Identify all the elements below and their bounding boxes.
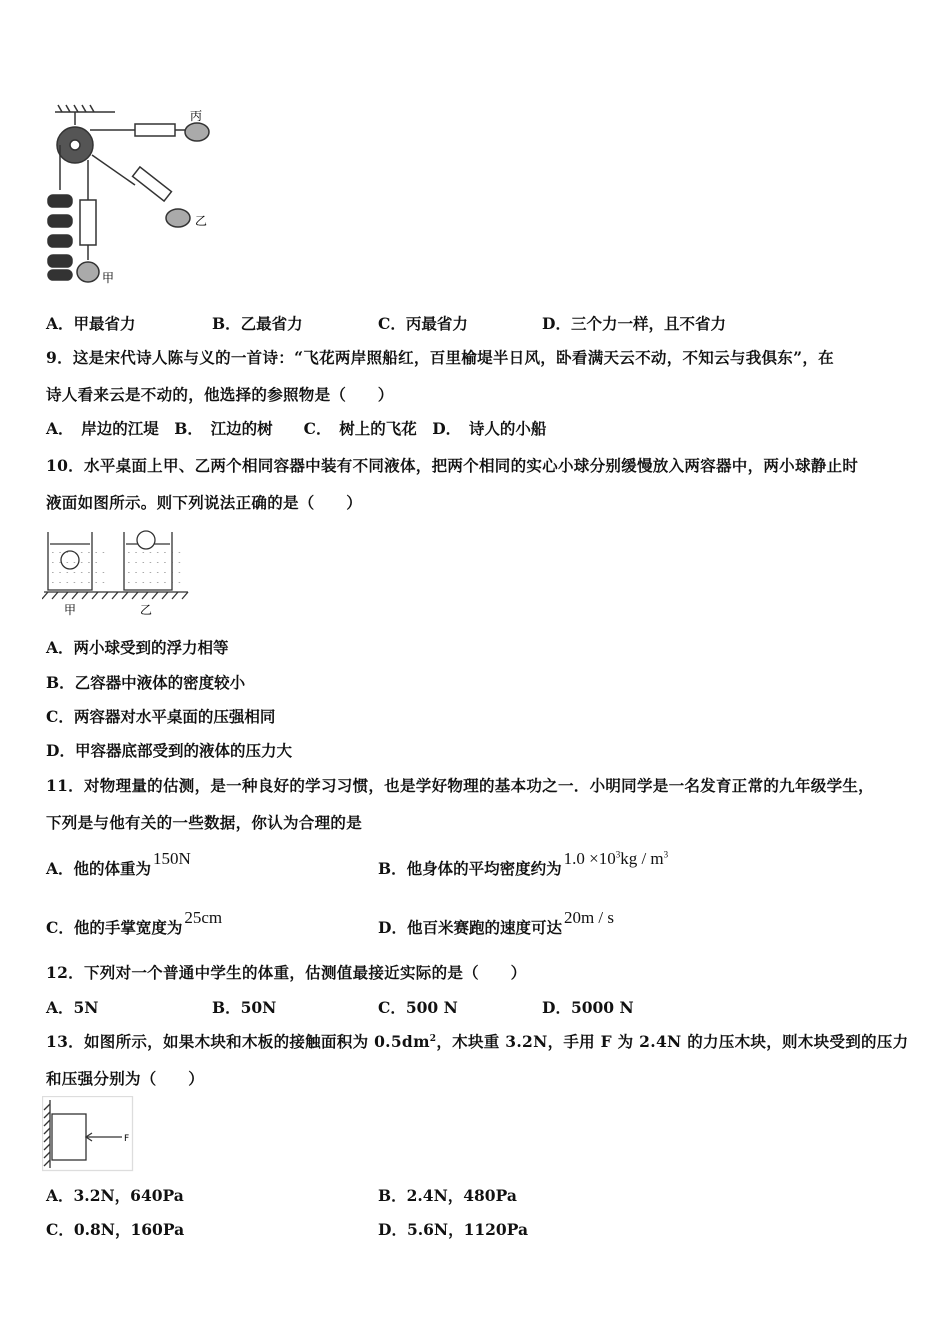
q11-stem-line1: 11．对物理量的估测，是一种良好的学习习惯，也是学好物理的基本功之一．小明同学是一名发育正常的九年级学生， bbox=[46, 776, 874, 795]
q11-option-c-text: C．他的手掌宽度为 bbox=[46, 918, 183, 937]
svg-text:- - - - - - - -: - - - - - - - - bbox=[127, 569, 182, 576]
svg-text:- - - - - - - -: - - - - - - - - bbox=[127, 549, 182, 556]
svg-text:- - - - - - - -: - - - - - - - - bbox=[127, 579, 182, 586]
q12-option-b[interactable]: B．50N bbox=[212, 998, 277, 1017]
q13-stem-line1 bbox=[46, 1030, 908, 1052]
label-bing: 丙 bbox=[190, 109, 203, 123]
q8-option-b[interactable]: B．乙最省力 bbox=[212, 314, 303, 333]
q11-option-a-math: 150N bbox=[153, 849, 191, 868]
label-yi: 乙 bbox=[140, 603, 153, 617]
q13-option-a[interactable]: A．3.2N，640Pa bbox=[46, 1186, 184, 1205]
q12-option-d[interactable]: D．5000 N bbox=[542, 998, 634, 1017]
q10-stem-line2: 液面如图所示。则下列说法正确的是（ ） bbox=[46, 493, 363, 512]
pulley-figure bbox=[40, 100, 220, 295]
block-wall-figure bbox=[42, 1096, 134, 1172]
q10-option-c[interactable]: C．两容器对水平桌面的压强相同 bbox=[46, 707, 276, 726]
q11-option-b-exp: 3 bbox=[615, 849, 621, 860]
q12-option-a[interactable]: A．5N bbox=[46, 998, 99, 1017]
svg-text:- - - - - - -: - - - - - - - bbox=[51, 559, 98, 566]
label-yi: 乙 bbox=[195, 214, 208, 228]
svg-text:- - - - - - - -: - - - - - - - - bbox=[127, 559, 182, 566]
q11-option-b-text: B．他身体的平均密度约为 bbox=[378, 859, 562, 878]
q12-stem: 12．下列对一个普通中学生的体重，估测值最接近实际的是（ ） bbox=[46, 963, 527, 982]
q11-option-b-math-b: kg / m bbox=[620, 849, 664, 868]
q11-option-d[interactable] bbox=[378, 908, 615, 938]
label-jia: 甲 bbox=[102, 271, 115, 285]
q11-option-b-exp2: 3 bbox=[663, 849, 669, 860]
q10-option-b[interactable]: B．乙容器中液体的密度较小 bbox=[46, 673, 246, 692]
q10-option-d[interactable]: D．甲容器底部受到的液体的压力大 bbox=[46, 741, 292, 760]
q11-option-b-math-a: 1.0 ×10 bbox=[563, 849, 616, 868]
q13-option-c[interactable]: C．0.8N，160Pa bbox=[46, 1220, 185, 1239]
q10-stem-line1: 10．水平桌面上甲、乙两个相同容器中装有不同液体，把两个相同的实心小球分别缓慢放入两容器中，两小球静止时 bbox=[46, 456, 859, 475]
q11-option-b[interactable] bbox=[378, 849, 669, 879]
svg-text:- - - - - - - -: - - - - - - - - bbox=[51, 549, 106, 556]
q12-option-c[interactable]: C．500 N bbox=[378, 998, 458, 1017]
label-jia: 甲 bbox=[64, 603, 77, 617]
q13-option-d[interactable]: D．5.6N，1120Pa bbox=[378, 1220, 528, 1239]
svg-text:- - - - - - - -: - - - - - - - - bbox=[51, 569, 106, 576]
label-f: F bbox=[124, 1134, 130, 1144]
q9-stem-line2: 诗人看来云是不动的，他选择的参照物是（ ） bbox=[46, 385, 394, 404]
q11-option-c-math: 25cm bbox=[184, 908, 223, 927]
q11-option-d-text: D．他百米赛跑的速度可达 bbox=[378, 918, 562, 937]
q11-option-d-math: 20m / s bbox=[563, 908, 615, 927]
containers-figure bbox=[42, 528, 192, 620]
q11-stem-line2: 下列是与他有关的一些数据，你认为合理的是 bbox=[46, 813, 363, 832]
q13-option-b[interactable]: B．2.4N，480Pa bbox=[378, 1186, 517, 1205]
q13-stem-line1-b: ，木块重 3.2N，手用 F 为 2.4N 的力压木块，则木块受到的压力 bbox=[436, 1032, 909, 1051]
q8-option-d[interactable]: D．三个力一样，且不省力 bbox=[542, 314, 726, 333]
q10-option-a[interactable]: A．两小球受到的浮力相等 bbox=[46, 638, 229, 657]
q13-stem-line1-sup: 2 bbox=[429, 1033, 437, 1044]
q11-option-a[interactable] bbox=[46, 849, 191, 879]
q13-stem-line2: 和压强分别为（ ） bbox=[46, 1069, 205, 1088]
q9-stem-line1: 9．这是宋代诗人陈与义的一首诗：“飞花两岸照船红，百里榆堤半日风，卧看满天云不动，不知云与我俱东”，在 bbox=[46, 348, 834, 367]
q8-option-c[interactable]: C．丙最省力 bbox=[378, 314, 468, 333]
q9-options[interactable]: A． 岸边的江堤 B． 江边的树 C． 树上的飞花 D． 诗人的小船 bbox=[46, 419, 547, 438]
q8-option-a[interactable]: A．甲最省力 bbox=[46, 314, 136, 333]
q11-option-c[interactable] bbox=[46, 908, 223, 938]
q11-option-a-text: A．他的体重为 bbox=[46, 859, 152, 878]
svg-text:- - - - - - - -: - - - - - - - - bbox=[51, 579, 106, 586]
q13-stem-line1-a: 13．如图所示，如果木块和木板的接触面积为 0.5dm bbox=[46, 1032, 430, 1051]
